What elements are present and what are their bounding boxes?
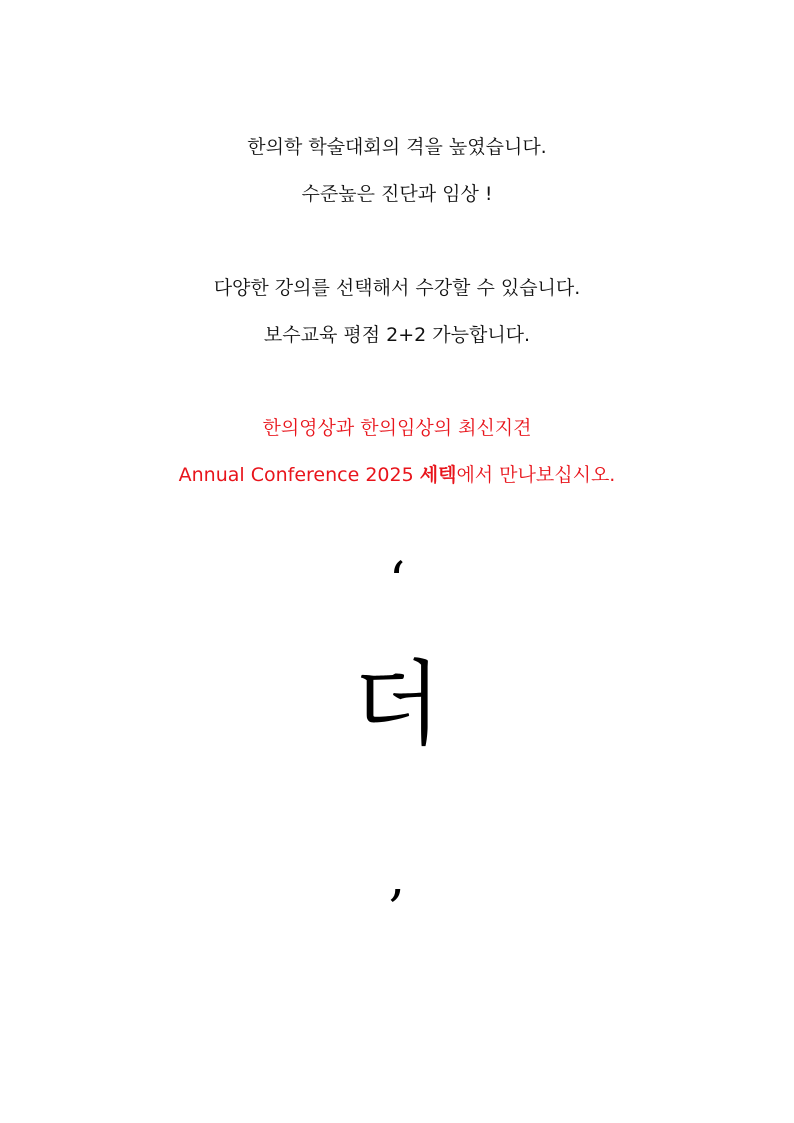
promo-line-1: 한의영상과 한의임상의 최신지견 <box>262 417 532 439</box>
promo-line-2 <box>0 462 794 488</box>
intro-line-2: 수준높은 진단과 임상 ! <box>301 183 493 205</box>
promo-line-2-prefix: Annual Conference 2025 <box>178 464 420 486</box>
emphasis-character: 더 <box>352 651 442 758</box>
venue-name: 세텍 <box>419 464 457 486</box>
close-quote-mark: , <box>388 848 406 908</box>
features-line-1: 다양한 강의를 선택해서 수강할 수 있습니다. <box>213 277 581 299</box>
features-line-2: 보수교육 평점 2+2 가능합니다. <box>263 324 531 346</box>
open-quote-mark: ‘ <box>388 552 406 612</box>
promo-line-2-suffix: 에서 만나보십시오. <box>456 464 616 486</box>
intro-line-1: 한의학 학술대회의 격을 높였습니다. <box>247 136 547 158</box>
